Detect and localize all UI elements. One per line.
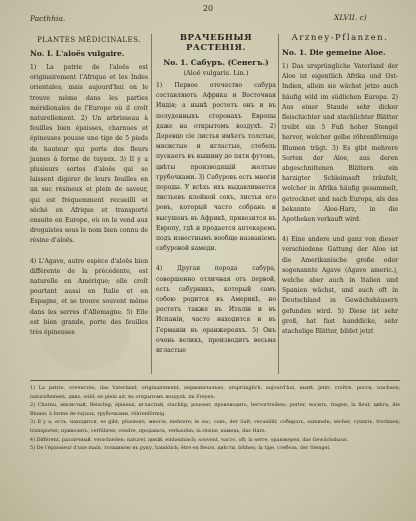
russian-entry-heading: No. 1. Сабуръ. (Сенегъ.) bbox=[163, 58, 269, 67]
french-paragraph: 1) La patrie de l'aloës est originairement l'Afrique et les Indes orientales; mais aujourd'hui on le trouve même dans les parties méridionales de l'Europe où il croît naturellement. 2) Un arbrisseau à feuilles bien épaisses, charnues et épineuses pousse une tige de 5 pieds de hauteur qui porte des fleurs jaunes à forme de tuyaux. 3) Il y a plusieurs sortes d'aloës qui se laissent digérer de leurs feuilles en un suc résineux et plein de saveur, qui est fréquemment recueilli et séché en Afrique et transporté ensuite en Europe, où on le vend aux droguistes sous le nom bien connu de résine d'aloës. bbox=[30, 64, 148, 245]
german-paragraph: 4) Eine andere und ganz von dieser verschiedene Gattung der Aloe ist die Amerikanische große oder sogenannte Agave (Agave americ.), welche aber auch in Italien und Spanien wächst, und auch oft in Deutschland in Gewächshäusern gefunden wird. 5) Diese ist sehr groß, hat fast handdicke, sehr stachelige Blätter, bildet jetzt bbox=[282, 236, 398, 336]
french-entry-heading: No. I. L'aloës vulgaire. bbox=[30, 49, 125, 58]
russian-latin-name: (Aloë vulgaris. Lin.) bbox=[183, 69, 249, 77]
german-paragraph: 1) Das ursprüngliche Vaterland der Aloe ist eigentlich Afrika und Ost-Indien, allein sie wächst jetzo auch häufig wild im südlichen Europa. 2) Aus einer Staude sehr dicker fleischichter und stachlichter Blätter treibt ein 5 Fuß hoher Stengel hervor, welcher gelbe röhrenförmige Blumen trägt. 3) Es gibt mehrere Sorten der Aloe, aus deren abgeschnittenen Blättern ein harzigter Schleimsaft träufelt, welcher in Afrika häufig gesammelt, getrocknet und nach Europa, als das bekannte Aloe-Harz, in die Apotheken verkauft wird. bbox=[282, 63, 398, 224]
running-header-right: XLVII. c) bbox=[334, 13, 367, 22]
german-entry-heading: No. 1. Die gemeine Aloe. bbox=[282, 48, 386, 57]
russian-column bbox=[156, 33, 276, 366]
german-column bbox=[282, 33, 398, 347]
footnote: 5) De l'épaisseur d'une main, толщиною въ руку, handdick; être en fleurs, цвѣсти, blühen; la tige, стебель, der Stengel. bbox=[30, 445, 331, 452]
russian-paragraph: 1) Первое отечество сабура составляютъ Африка и Восточная Индія; а нынѣ ростетъ онъ и въ полуденныхъ сторонахъ Европы даже на открытомъ воздухѣ. 2) Деревцо сіе листья имѣетъ толстые, мясистые и игластые, стебель пускаетъ въ вышину до пяти футовъ, цвѣты производящій желтые трубочками. 3) Сабуровъ есть многія породы. У всѣхъ ихъ выдавливается листьевъ клейкой сокъ, листья его ровъ, который часто собранъ и высушенъ въ Африкѣ, привозится въ Европу, гдѣ и продается аптекаремъ подъ известнымъ вообще названіемъ сабуровой камеди. bbox=[156, 82, 276, 253]
column-divider bbox=[278, 34, 279, 374]
column-divider bbox=[151, 34, 152, 374]
page-number: 20 bbox=[202, 4, 214, 13]
footnote-rule bbox=[30, 380, 400, 381]
footnote: 4) Différent, различный, verschieden; naturel, дикій, einheimisch; souvent, часто, oft; la serre, оранжерея, das Gewächshaus. bbox=[30, 436, 349, 443]
french-paragraph: 4) L'Agave, autre espèce d'aloës bien différente de la précédente, est naturelle en Amérique; elle croît pourtant aussi en Italie et en Espagne, et se trouve souvent même dans les serres d'Allemagne. 5) Elle est bien grande, porte des feuilles très épineuses bbox=[30, 257, 148, 337]
footnote: 2) Charnu, мясистый, fleischig; épineux, игластый, stachlig; pousser, производить, hervortreiben; porter, носить, tragen; la fleur, цвѣтъ, die Blume; à forme de tuyaux, трубочками, röhrenförmig. bbox=[30, 402, 400, 417]
russian-column-title: ВРАЧЕБНЫЯ РАСТЕНІЯ. bbox=[179, 33, 253, 53]
german-column-title: Arzney-Pflanzen. bbox=[291, 33, 389, 43]
french-column-title: PLANTES MÉDICINALES. bbox=[37, 36, 141, 44]
footnote: 1) La patrie, отечество, das Vaterland; originairement, первоначально, ursprünglich; aujourd'hui, нынѣ, jetzt; croître, рости, wachsen; naturellement, дико, wild; en plein air, въ открытомъ воздухѣ, im Freyen. bbox=[30, 385, 400, 400]
footnotes bbox=[30, 384, 400, 453]
footnote: 3) Il y a, есть, находится, es gibt; plusieurs, многіе, mehrere; le suc, сокъ, der Saft; recueillir, собирать, sammeln; sécher, сушить, trocknen; transporter, привозить, verführen; vendre, продавать, verkaufen; la résine, камедь, das Harz. bbox=[30, 419, 400, 434]
running-header-left: Pacthhia. bbox=[30, 14, 66, 23]
french-column bbox=[30, 36, 148, 348]
russian-paragraph: 4) Другая порода сабура, совершенно отличная отъ первой, есть сабурникъ, который самъ собою родится въ Америкѣ, но ростетъ также въ Италіи и въ Испаніи, часто находится и въ Германіи въ оранжереяхъ. 5) Онъ очень великъ, производитъ весьма игластые bbox=[156, 265, 276, 355]
